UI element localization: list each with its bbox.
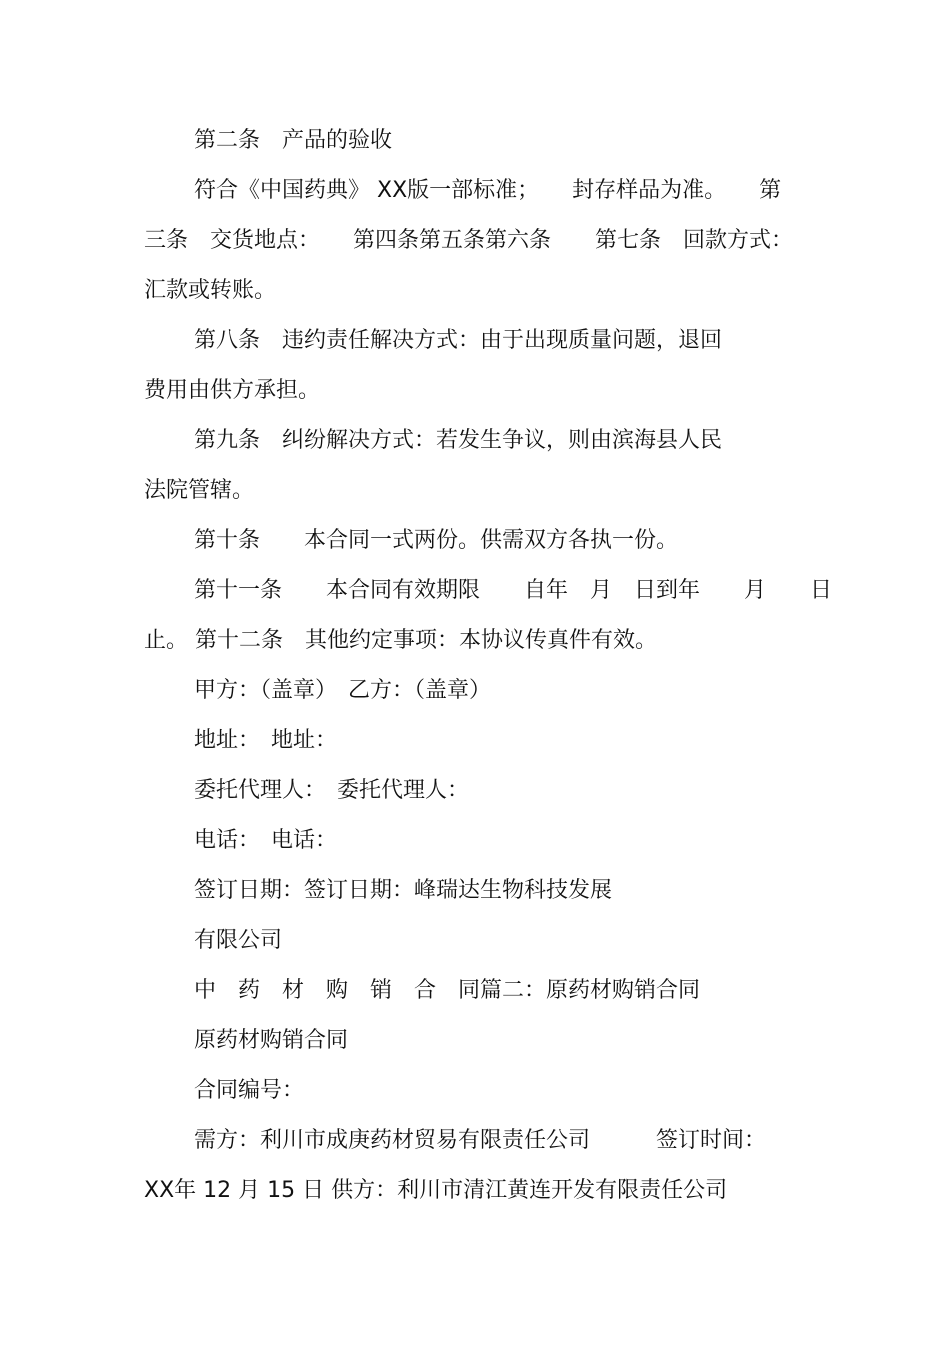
clause-8-text: 第八条 违约责任解决方式：由于出现质量问题，退回 bbox=[194, 328, 723, 353]
text-line: 三条 交货地点： 第四条第五条第六条 第七条 回款方式： bbox=[144, 228, 794, 253]
text-line: 法院管辖。 bbox=[144, 478, 255, 503]
supplier-line: XX年 12 月 15 日 供方：利川市清江黄连开发有限责任公司 bbox=[144, 1178, 728, 1203]
contract-title: 原药材购销合同 bbox=[194, 1028, 349, 1053]
text-line: 有限公司 bbox=[194, 928, 283, 953]
text-line: 符合《中国药典》 XX版一部标准； 封存样品为准。 第 bbox=[194, 178, 782, 203]
sign-date-line: 签订日期：签订日期：峰瑞达生物科技发展 bbox=[194, 878, 613, 903]
text-line: 止。 第十二条 其他约定事项：本协议传真件有效。 bbox=[144, 628, 657, 653]
buyer-line: 需方：利川市成庚药材贸易有限责任公司 签订时间： bbox=[194, 1128, 767, 1153]
agent-line: 委托代理人： 委托代理人： bbox=[194, 778, 470, 803]
clause-2-heading: 第二条 产品的验收 bbox=[194, 128, 393, 153]
address-line: 地址： 地址： bbox=[194, 728, 338, 753]
text-line: 汇款或转账。 bbox=[144, 278, 277, 303]
clause-11-text: 第十一条 本合同有效期限 自年 月 日到年 月 日 bbox=[194, 578, 833, 603]
phone-line: 电话： 电话： bbox=[194, 828, 338, 853]
clause-9-text: 第九条 纠纷解决方式：若发生争议，则由滨海县人民 bbox=[194, 428, 723, 453]
party-seal-line: 甲方：（盖章） 乙方：（盖章） bbox=[194, 678, 492, 703]
section-title: 中 药 材 购 销 合 同篇二：原药材购销合同 bbox=[194, 978, 701, 1003]
text-line: 费用由供方承担。 bbox=[144, 378, 321, 403]
contract-number-line: 合同编号： bbox=[194, 1078, 305, 1103]
clause-10-text: 第十条 本合同一式两份。供需双方各执一份。 bbox=[194, 528, 679, 553]
